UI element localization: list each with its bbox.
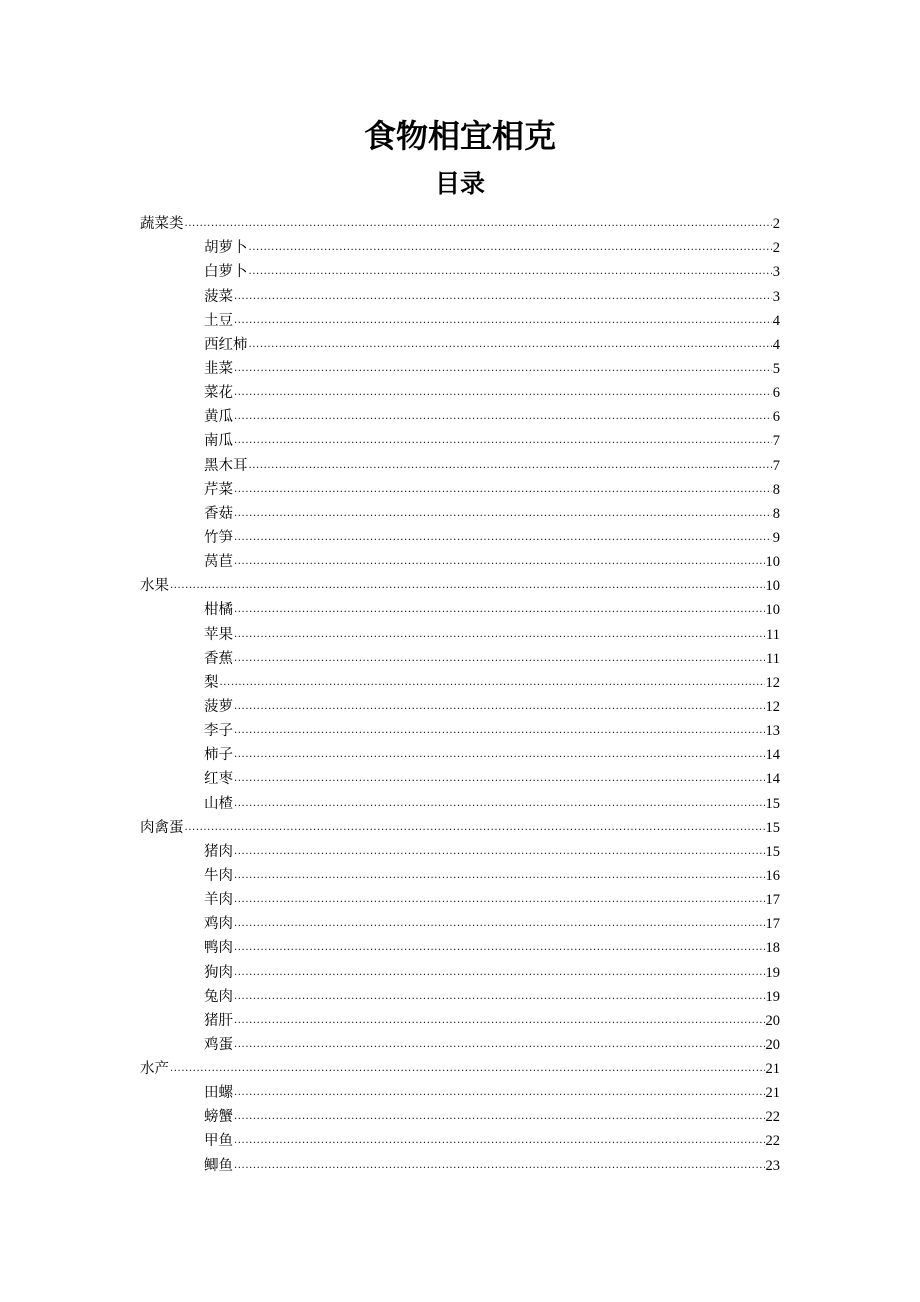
toc-entry-label: 芹菜 (204, 481, 233, 498)
toc-entry[interactable] (140, 450, 780, 474)
dot-leader (234, 648, 765, 668)
toc-entry-page-number: 13 (765, 723, 780, 740)
toc-entry-label: 蔬菜类 (140, 216, 184, 233)
toc-entry-page-number: 8 (772, 505, 780, 522)
toc-entry[interactable] (140, 354, 780, 378)
toc-entry-label: 莴苣 (204, 554, 233, 571)
toc-entry-label: 螃蟹 (204, 1109, 233, 1126)
dot-leader (249, 261, 772, 281)
dot-leader (234, 430, 772, 450)
toc-entry-page-number: 15 (765, 795, 780, 812)
toc-entry[interactable] (140, 233, 780, 257)
dot-leader (234, 382, 772, 402)
toc-entry[interactable] (140, 281, 780, 305)
toc-entry-page-number: 22 (765, 1133, 780, 1150)
toc-entry-label: 猪肝 (204, 1012, 233, 1029)
toc-entry[interactable] (140, 909, 780, 933)
toc-entry-page-number: 19 (765, 964, 780, 981)
toc-entry-label: 韭菜 (204, 360, 233, 377)
toc-entry[interactable] (140, 933, 780, 957)
toc-entry-label: 黄瓜 (204, 409, 233, 426)
toc-entry[interactable] (140, 1030, 780, 1054)
dot-leader (234, 479, 772, 499)
toc-entry-label: 柑橘 (204, 602, 233, 619)
toc-entry-label: 猪肉 (204, 843, 233, 860)
toc-entry-label: 李子 (204, 723, 233, 740)
toc-entry-label: 竹笋 (204, 529, 233, 546)
toc-section-entry[interactable] (140, 209, 780, 233)
toc-entry-page-number: 22 (765, 1109, 780, 1126)
toc-section-entry[interactable] (140, 1054, 780, 1078)
toc-entry-label: 红枣 (204, 771, 233, 788)
toc-entry-page-number: 23 (765, 1157, 780, 1174)
toc-entry-page-number: 16 (765, 867, 780, 884)
toc-entry-page-number: 6 (772, 409, 780, 426)
toc-entry-label: 菜花 (204, 385, 233, 402)
toc-entry-page-number: 18 (765, 940, 780, 957)
toc-entry-page-number: 20 (765, 1012, 780, 1029)
toc-entry-label: 山楂 (204, 795, 233, 812)
toc-entry-page-number: 10 (765, 602, 780, 619)
dot-leader (249, 237, 772, 257)
toc-entry-page-number: 21 (765, 1085, 780, 1102)
toc-entry-label: 鸭肉 (204, 940, 233, 957)
toc-entry[interactable] (140, 764, 780, 788)
dot-leader (234, 841, 765, 861)
toc-entry-label: 鸡肉 (204, 916, 233, 933)
toc-entry[interactable] (140, 957, 780, 981)
toc-section-entry[interactable] (140, 813, 780, 837)
toc-entry-page-number: 4 (772, 312, 780, 329)
toc-entry-page-number: 17 (765, 916, 780, 933)
dot-leader (220, 672, 765, 692)
toc-entry-label: 水果 (140, 578, 169, 595)
dot-leader (249, 334, 772, 354)
dot-leader (234, 358, 772, 378)
toc-entry[interactable] (140, 1006, 780, 1030)
dot-leader (185, 817, 765, 837)
toc-entry-label: 牛肉 (204, 867, 233, 884)
dot-leader (234, 720, 765, 740)
dot-leader (234, 793, 765, 813)
toc-entry-label: 水产 (140, 1061, 169, 1078)
toc-entry[interactable] (140, 595, 780, 619)
toc-entry-label: 狗肉 (204, 964, 233, 981)
toc-entry-page-number: 15 (765, 843, 780, 860)
dot-leader (234, 986, 765, 1006)
toc-entry-page-number: 5 (772, 360, 780, 377)
toc-entry-label: 白萝卜 (204, 264, 248, 281)
dot-leader (234, 310, 772, 330)
toc-entry-page-number: 21 (765, 1061, 780, 1078)
dot-leader (170, 1058, 765, 1078)
toc-entry-label: 胡萝卜 (204, 240, 248, 257)
toc-entry-page-number: 3 (772, 264, 780, 281)
toc-entry[interactable] (140, 668, 780, 692)
toc-entry-page-number: 8 (772, 481, 780, 498)
toc-entry-page-number: 17 (765, 892, 780, 909)
toc-entry[interactable] (140, 547, 780, 571)
dot-leader (234, 551, 765, 571)
dot-leader (234, 599, 765, 619)
dot-leader (249, 455, 772, 475)
toc-entry-page-number: 19 (765, 988, 780, 1005)
dot-leader (234, 865, 765, 885)
document-title: 食物相宜相克 (363, 117, 556, 155)
toc-entry-page-number: 7 (772, 457, 780, 474)
toc-entry[interactable] (140, 475, 780, 499)
dot-leader (234, 1106, 765, 1126)
toc-entry-page-number: 12 (765, 674, 780, 691)
toc-entry-page-number: 9 (772, 529, 780, 546)
toc-entry-label: 香菇 (204, 505, 233, 522)
toc-entry-label: 南瓜 (204, 433, 233, 450)
dot-leader (234, 744, 765, 764)
toc-entry-page-number: 4 (772, 336, 780, 353)
toc-entry-page-number: 12 (765, 698, 780, 715)
toc-entry[interactable] (140, 885, 780, 909)
toc-entry-label: 柿子 (204, 747, 233, 764)
dot-leader (234, 1130, 765, 1150)
toc-entry[interactable] (140, 426, 780, 450)
dot-leader (234, 962, 765, 982)
dot-leader (234, 913, 765, 933)
toc-entry[interactable] (140, 330, 780, 354)
dot-leader (185, 213, 772, 233)
toc-entry[interactable] (140, 982, 780, 1006)
toc-entry[interactable] (140, 1126, 780, 1150)
toc-entry-page-number: 7 (772, 433, 780, 450)
toc-section-entry[interactable] (140, 571, 780, 595)
dot-leader (234, 768, 765, 788)
toc-entry-page-number: 10 (765, 578, 780, 595)
dot-leader (234, 1082, 765, 1102)
toc-entry-label: 苹果 (204, 626, 233, 643)
toc-entry-page-number: 10 (765, 554, 780, 571)
toc-entry[interactable] (140, 306, 780, 330)
table-of-contents (140, 209, 780, 1175)
toc-entry[interactable] (140, 644, 780, 668)
dot-leader (234, 503, 772, 523)
toc-entry[interactable] (140, 378, 780, 402)
toc-heading: 目录 (434, 169, 485, 198)
toc-entry[interactable] (140, 1102, 780, 1126)
toc-entry[interactable] (140, 837, 780, 861)
toc-entry-page-number: 20 (765, 1036, 780, 1053)
dot-leader (170, 575, 765, 595)
toc-entry[interactable] (140, 499, 780, 523)
toc-entry-label: 菠萝 (204, 698, 233, 715)
dot-leader (234, 1034, 765, 1054)
toc-entry[interactable] (140, 740, 780, 764)
toc-entry-label: 梨 (204, 674, 219, 691)
dot-leader (234, 1155, 765, 1175)
toc-entry-page-number: 14 (765, 747, 780, 764)
toc-entry-page-number: 15 (765, 819, 780, 836)
toc-entry-label: 土豆 (204, 312, 233, 329)
toc-entry[interactable] (140, 402, 780, 426)
toc-entry-label: 鲫鱼 (204, 1157, 233, 1174)
toc-entry-label: 黑木耳 (204, 457, 248, 474)
toc-entry-label: 鸡蛋 (204, 1036, 233, 1053)
toc-entry[interactable] (140, 861, 780, 885)
toc-entry-label: 甲鱼 (204, 1133, 233, 1150)
toc-entry-page-number: 11 (766, 650, 780, 667)
dot-leader (234, 1010, 765, 1030)
toc-entry[interactable] (140, 1078, 780, 1102)
toc-entry[interactable] (140, 619, 780, 643)
toc-entry-page-number: 3 (772, 288, 780, 305)
toc-entry-label: 田螺 (204, 1085, 233, 1102)
toc-entry-label: 肉禽蛋 (140, 819, 184, 836)
dot-leader (234, 937, 765, 957)
toc-entry[interactable] (140, 716, 780, 740)
dot-leader (234, 527, 772, 547)
toc-entry-page-number: 11 (766, 626, 780, 643)
dot-leader (234, 696, 765, 716)
toc-entry-label: 西红柿 (204, 336, 248, 353)
toc-entry-page-number: 2 (772, 240, 780, 257)
toc-entry[interactable] (140, 692, 780, 716)
toc-entry-label: 菠菜 (204, 288, 233, 305)
dot-leader (234, 406, 772, 426)
toc-entry-label: 羊肉 (204, 892, 233, 909)
toc-entry[interactable] (140, 257, 780, 281)
dot-leader (234, 889, 765, 909)
toc-entry-label: 香蕉 (204, 650, 233, 667)
toc-entry[interactable] (140, 1150, 780, 1174)
toc-entry[interactable] (140, 788, 780, 812)
toc-entry[interactable] (140, 523, 780, 547)
dot-leader (234, 286, 772, 306)
toc-entry-label: 兔肉 (204, 988, 233, 1005)
dot-leader (234, 624, 765, 644)
toc-entry-page-number: 2 (772, 216, 780, 233)
toc-entry-page-number: 14 (765, 771, 780, 788)
toc-entry-page-number: 6 (772, 385, 780, 402)
